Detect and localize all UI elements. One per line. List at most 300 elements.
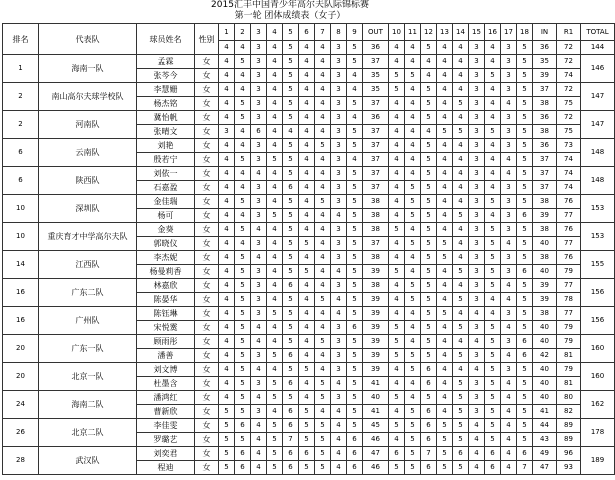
score-cell: 4 [251,321,267,335]
score-cell: 4 [347,69,363,83]
score-cell: 4 [501,405,517,419]
score-cell: 3 [469,223,485,237]
score-cell: 4 [235,181,251,195]
score-cell: 3 [331,279,347,293]
score-cell: 5 [347,363,363,377]
score-cell: 5 [347,349,363,363]
player-name: 杨杰铭 [137,97,195,111]
score-cell: 4 [299,167,315,181]
score-cell: 5 [453,419,469,433]
score-cell: 4 [405,391,421,405]
score-cell: 6 [283,447,299,461]
score-cell: 3 [251,405,267,419]
score-cell: 5 [517,391,533,405]
score-cell: 3 [501,181,517,195]
score-cell: 5 [315,139,331,153]
header-hole: 13 [437,24,453,41]
score-cell: 5 [347,209,363,223]
score-cell: 4 [267,335,283,349]
score-cell: 4 [453,237,469,251]
score-cell: 5 [347,237,363,251]
score-cell: 6 [347,433,363,447]
score-cell: 5 [453,293,469,307]
table-row [3,111,615,125]
score-cell: 47 [363,447,389,461]
score-cell: 5 [347,405,363,419]
score-cell: 4 [219,279,235,293]
score-cell: 5 [517,195,533,209]
score-cell: 4 [299,279,315,293]
score-cell: 5 [235,293,251,307]
player-gender: 女 [195,97,219,111]
score-cell: 4 [389,195,405,209]
score-cell: 4 [405,167,421,181]
score-cell: 37 [533,83,557,97]
table-row [3,139,615,153]
score-cell: 5 [485,69,501,83]
score-cell: 4 [219,321,235,335]
score-cell: 3 [331,181,347,195]
score-cell: 40 [533,335,557,349]
score-cell: 4 [469,447,485,461]
score-cell: 5 [405,363,421,377]
score-cell: 77 [557,237,581,251]
score-cell: 6 [283,349,299,363]
score-cell: 3 [469,111,485,125]
player-gender: 女 [195,83,219,97]
score-cell: 5 [517,139,533,153]
table-row [3,83,615,97]
team-total: 189 [581,447,615,475]
player-name: 罗璐艺 [137,433,195,447]
player-gender: 女 [195,433,219,447]
player-name: 刘文博 [137,363,195,377]
score-cell: 4 [315,111,331,125]
header-hole: 15 [469,24,485,41]
score-cell: 5 [389,265,405,279]
score-cell: 4 [219,251,235,265]
score-cell: 3 [331,321,347,335]
score-cell: 4 [437,167,453,181]
score-cell: 4 [437,83,453,97]
score-cell: 3 [501,223,517,237]
table-row [3,447,615,461]
score-cell: 39 [363,321,389,335]
score-cell: 4 [485,55,501,69]
score-cell: 4 [453,167,469,181]
score-cell: 5 [517,363,533,377]
table-row [3,307,615,321]
score-cell: 5 [299,237,315,251]
header-hole: 7 [315,24,331,41]
score-cell: 5 [405,447,421,461]
score-cell: 5 [517,83,533,97]
score-cell: 4 [219,139,235,153]
score-cell: 5 [299,363,315,377]
header-player: 球员姓名 [137,24,195,55]
score-cell: 4 [251,447,267,461]
score-cell: 3 [331,223,347,237]
score-cell: 4 [501,391,517,405]
team-rank: 26 [3,419,39,447]
score-cell: 37 [363,167,389,181]
score-cell: 3 [501,111,517,125]
score-cell: 4 [267,321,283,335]
score-cell: 5 [267,209,283,223]
header-hole: 17 [501,24,517,41]
score-cell: 43 [533,433,557,447]
player-name: 冀怡帆 [137,111,195,125]
score-cell: 46 [363,433,389,447]
score-cell: 5 [485,433,501,447]
score-cell: 5 [485,223,501,237]
score-cell: 4 [219,223,235,237]
score-cell: 5 [347,279,363,293]
score-cell: 3 [469,279,485,293]
score-cell: 35 [363,69,389,83]
score-cell: 79 [557,265,581,279]
player-gender: 女 [195,279,219,293]
score-cell: 5 [485,279,501,293]
score-cell: 4 [299,307,315,321]
score-cell: 4 [501,167,517,181]
score-cell: 37 [363,237,389,251]
score-cell: 5 [267,153,283,167]
score-cell: 3 [219,125,235,139]
score-cell: 3 [251,181,267,195]
team-total: 156 [581,307,615,335]
score-cell: 4 [453,111,469,125]
score-cell: 4 [389,293,405,307]
score-cell: 38 [363,251,389,265]
player-name: 曹新欣 [137,405,195,419]
score-cell: 5 [219,419,235,433]
score-cell: 6 [421,419,437,433]
score-cell: 4 [235,237,251,251]
score-cell: 5 [347,55,363,69]
score-cell: 4 [501,237,517,251]
score-cell: 40 [533,377,557,391]
score-cell: 5 [421,321,437,335]
score-cell: 3 [469,405,485,419]
score-cell: 5 [299,433,315,447]
score-cell: 5 [437,307,453,321]
player-name: 杨曼莉香 [137,265,195,279]
score-cell: 74 [557,167,581,181]
score-cell: 4 [453,153,469,167]
score-cell: 5 [485,195,501,209]
score-cell: 5 [219,405,235,419]
score-cell: 4 [267,363,283,377]
score-cell: 4 [437,55,453,69]
score-cell: 5 [235,321,251,335]
score-cell: 81 [557,377,581,391]
par-cell: 4 [219,41,235,55]
score-cell: 5 [283,307,299,321]
player-gender: 女 [195,139,219,153]
table-row [3,167,615,181]
header-hole: 16 [485,24,501,41]
score-cell: 6 [283,279,299,293]
score-cell: 5 [389,223,405,237]
score-cell: 6 [283,419,299,433]
score-cell: 6 [389,447,405,461]
score-cell: 4 [389,307,405,321]
score-cell: 3 [331,237,347,251]
score-cell: 5 [421,237,437,251]
score-cell: 3 [331,153,347,167]
score-cell: 5 [421,391,437,405]
score-cell: 4 [405,335,421,349]
score-cell: 4 [267,293,283,307]
score-cell: 4 [315,55,331,69]
score-cell: 4 [299,349,315,363]
par-cell: 5 [283,41,299,55]
team-total: 178 [581,419,615,447]
score-cell: 76 [557,195,581,209]
header-gender: 性别 [195,24,219,55]
page-subtitle: 第一轮 团体成绩表（女子） [234,11,346,21]
score-cell: 5 [421,153,437,167]
player-name: 殷若宁 [137,153,195,167]
par-cell: 4 [235,41,251,55]
score-cell: 4 [315,307,331,321]
score-cell: 4 [501,153,517,167]
score-cell: 3 [251,83,267,97]
par-cell: 3 [251,41,267,55]
team-name: 广州队 [39,307,137,335]
score-cell: 3 [251,377,267,391]
score-cell: 5 [421,335,437,349]
score-cell: 5 [421,195,437,209]
score-cell: 3 [469,321,485,335]
score-cell: 4 [299,251,315,265]
score-cell: 4 [219,391,235,405]
score-cell: 37 [533,153,557,167]
score-cell: 4 [485,167,501,181]
score-cell: 5 [517,55,533,69]
score-cell: 5 [299,461,315,475]
score-cell: 5 [485,377,501,391]
team-rank: 2 [3,111,39,139]
score-cell: 4 [453,279,469,293]
score-cell: 4 [389,125,405,139]
team-total: 162 [581,391,615,419]
score-cell: 4 [235,139,251,153]
score-cell: 6 [421,433,437,447]
score-cell: 4 [389,167,405,181]
score-cell: 6 [517,335,533,349]
score-cell: 5 [267,307,283,321]
score-cell: 3 [501,55,517,69]
score-cell: 5 [315,391,331,405]
score-cell: 39 [363,293,389,307]
player-gender: 女 [195,181,219,195]
score-cell: 5 [347,97,363,111]
score-cell: 3 [469,195,485,209]
score-cell: 5 [283,335,299,349]
score-cell: 39 [533,209,557,223]
score-cell: 5 [283,153,299,167]
header-in: IN [533,24,557,41]
score-cell: 5 [283,111,299,125]
score-cell: 6 [235,419,251,433]
score-cell: 39 [533,279,557,293]
score-cell: 5 [421,223,437,237]
score-cell: 5 [405,405,421,419]
score-cell: 5 [283,251,299,265]
par-cell: 4 [437,41,453,55]
score-cell: 38 [533,307,557,321]
score-cell: 3 [251,195,267,209]
par-in: 36 [533,41,557,55]
score-cell: 5 [437,433,453,447]
score-cell: 4 [347,111,363,125]
score-cell: 5 [421,307,437,321]
score-cell: 4 [405,83,421,97]
score-cell: 4 [251,223,267,237]
score-cell: 4 [437,139,453,153]
score-cell: 4 [405,223,421,237]
score-cell: 77 [557,209,581,223]
score-cell: 5 [283,167,299,181]
score-cell: 4 [219,69,235,83]
score-cell: 37 [363,55,389,69]
score-cell: 4 [469,335,485,349]
player-name: 孟霖 [137,55,195,69]
score-cell: 7 [421,447,437,461]
score-cell: 4 [389,97,405,111]
score-cell: 4 [389,153,405,167]
score-cell: 5 [283,391,299,405]
score-cell: 6 [421,377,437,391]
score-cell: 4 [219,265,235,279]
score-cell: 4 [299,83,315,97]
score-cell: 4 [485,97,501,111]
score-cell: 4 [405,111,421,125]
score-cell: 44 [533,419,557,433]
score-cell: 3 [501,139,517,153]
score-cell: 4 [235,83,251,97]
par-cell: 3 [331,41,347,55]
score-cell: 4 [437,321,453,335]
score-cell: 38 [533,97,557,111]
score-cell: 6 [421,363,437,377]
score-cell: 4 [267,237,283,251]
header-hole: 6 [299,24,315,41]
table-row [3,335,615,349]
player-gender: 女 [195,405,219,419]
score-cell: 4 [389,405,405,419]
score-cell: 5 [267,391,283,405]
score-cell: 4 [405,97,421,111]
score-cell: 41 [533,405,557,419]
score-cell: 38 [533,251,557,265]
team-name: 海南二队 [39,391,137,419]
score-cell: 5 [453,97,469,111]
par-cell: 4 [267,41,283,55]
score-cell: 4 [267,69,283,83]
score-cell: 5 [389,461,405,475]
player-name: 陈晏华 [137,293,195,307]
team-name: 北京二队 [39,419,137,447]
score-cell: 6 [235,461,251,475]
score-cell: 72 [557,83,581,97]
score-cell: 4 [251,419,267,433]
score-cell: 5 [453,461,469,475]
score-cell: 74 [557,153,581,167]
score-cell: 3 [251,55,267,69]
score-cell: 3 [501,195,517,209]
score-cell: 4 [405,153,421,167]
score-cell: 5 [283,223,299,237]
header-out: OUT [363,24,389,41]
score-cell: 4 [421,69,437,83]
player-name: 陈钰琳 [137,307,195,321]
score-cell: 4 [331,447,347,461]
score-cell: 5 [235,111,251,125]
player-gender: 女 [195,293,219,307]
header-hole: 8 [331,24,347,41]
score-cell: 4 [315,97,331,111]
score-cell: 4 [453,307,469,321]
score-cell: 4 [235,69,251,83]
score-cell: 36 [533,111,557,125]
score-cell: 5 [235,251,251,265]
score-cell: 6 [235,447,251,461]
score-cell: 5 [517,307,533,321]
player-gender: 女 [195,419,219,433]
score-cell: 5 [283,83,299,97]
score-cell: 4 [485,181,501,195]
score-cell: 4 [389,55,405,69]
score-cell: 5 [421,83,437,97]
score-cell: 5 [235,349,251,363]
score-cell: 5 [485,265,501,279]
score-cell: 79 [557,335,581,349]
score-cell: 3 [469,377,485,391]
team-name: 深圳队 [39,195,137,223]
score-cell: 41 [363,377,389,391]
score-cell: 5 [421,181,437,195]
par-cell: 5 [517,41,533,55]
score-cell: 4 [315,125,331,139]
table-row [3,223,615,237]
par-cell: 4 [315,41,331,55]
score-cell: 5 [421,265,437,279]
score-cell: 5 [347,195,363,209]
score-cell: 5 [219,461,235,475]
score-cell: 5 [389,335,405,349]
score-cell: 5 [235,195,251,209]
score-cell: 4 [235,125,251,139]
score-cell: 4 [219,153,235,167]
score-cell: 4 [251,335,267,349]
score-cell: 82 [557,405,581,419]
score-cell: 4 [501,293,517,307]
player-name: 顾雨彤 [137,335,195,349]
score-cell: 5 [517,223,533,237]
score-cell: 5 [283,237,299,251]
score-cell: 75 [557,125,581,139]
score-cell: 5 [421,167,437,181]
score-cell: 4 [453,363,469,377]
player-name: 潘善 [137,349,195,363]
score-cell: 5 [283,97,299,111]
score-cell: 5 [219,447,235,461]
score-cell: 5 [347,335,363,349]
team-rank: 2 [3,83,39,111]
